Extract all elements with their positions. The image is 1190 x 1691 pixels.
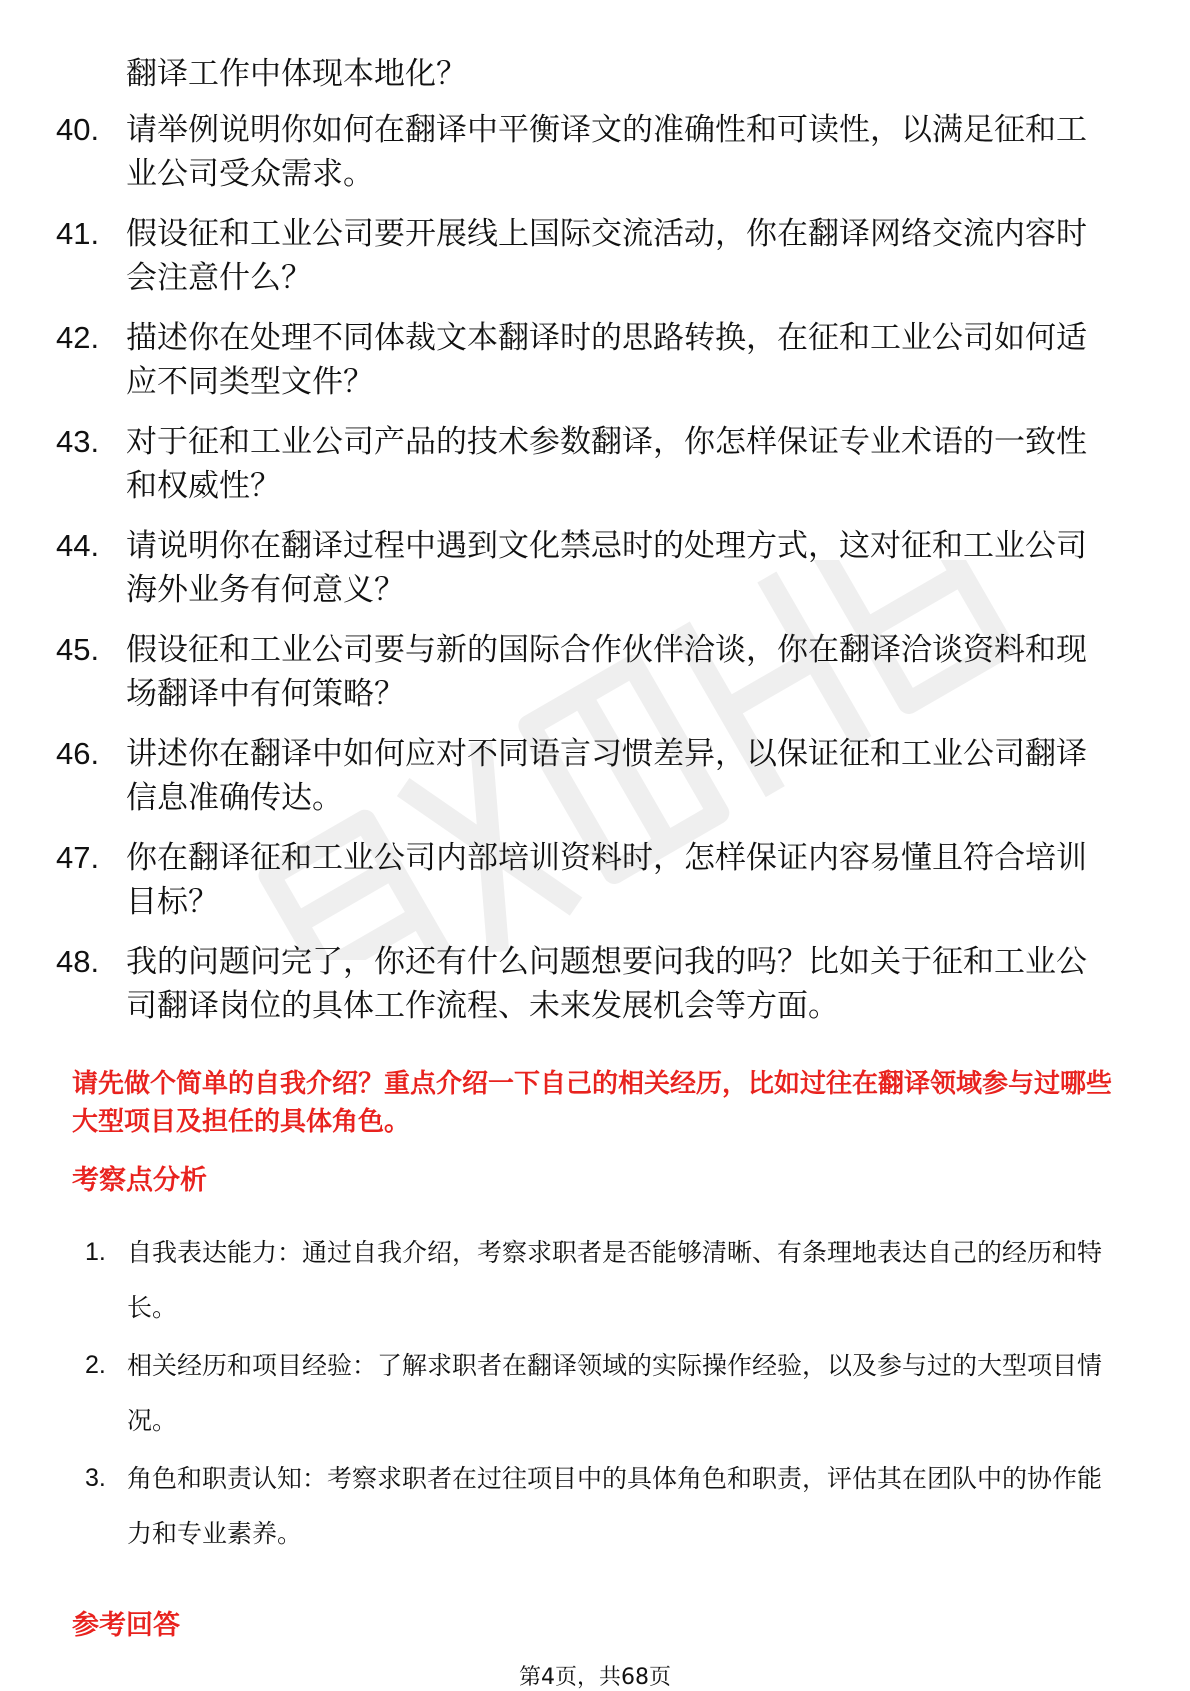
question-number: 48. (56, 944, 100, 979)
question-text: 假设征和工业公司要开展线上国际交流活动，你在翻译网络交流内容时会注意什么？ (126, 216, 1087, 296)
highlight-question: 请先做个简单的自我介绍？重点介绍一下自己的相关经历，比如过往在翻译领域参与过哪些大型项目及担任的具体角色。 (72, 1069, 1113, 1137)
analysis-number: 1. (85, 1238, 106, 1266)
question-text: 请举例说明你如何在翻译中平衡译文的准确性和可读性，以满足征和工业公司受众需求。 (126, 112, 1087, 192)
question-item (56, 212, 1116, 300)
question-number: 46. (56, 736, 100, 771)
question-list (56, 108, 1116, 1044)
question-number: 47. (56, 840, 100, 875)
analysis-text: 角色和职责认知：考察求职者在过往项目中的具体角色和职责，评估其在团队中的协作能力和专业素养。 (127, 1464, 1103, 1548)
question-number: 45. (56, 632, 100, 667)
analysis-number: 3. (85, 1464, 106, 1492)
analysis-item (72, 1225, 1122, 1335)
question-number: 44. (56, 528, 100, 563)
question-text: 讲述你在翻译中如何应对不同语言习惯差异，以保证征和工业公司翻译信息准确传达。 (126, 736, 1087, 816)
analysis-text: 相关经历和项目经验：了解求职者在翻译领域的实际操作经验，以及参与过的大型项目情况。 (127, 1351, 1103, 1435)
question-text: 你在翻译征和工业公司内部培训资料时，怎样保证内容易懂且符合培训目标？ (126, 840, 1087, 920)
analysis-list (72, 1225, 1122, 1564)
question-number: 43. (56, 424, 100, 459)
continued-question-text: 翻译工作中体现本地化？ (126, 56, 467, 92)
page-footer: 第4页，共68页 (519, 1665, 671, 1690)
question-text: 请说明你在翻译过程中遇到文化禁忌时的处理方式，这对征和工业公司海外业务有何意义？ (126, 528, 1087, 608)
analysis-number: 2. (85, 1351, 106, 1379)
question-item (56, 420, 1116, 508)
question-item (56, 628, 1116, 716)
question-number: 42. (56, 320, 100, 355)
question-text: 描述你在处理不同体裁文本翻译时的思路转换，在征和工业公司如何适应不同类型文件？ (126, 320, 1087, 400)
question-text: 假设征和工业公司要与新的国际合作伙伴洽谈，你在翻译洽谈资料和现场翻译中有何策略？ (126, 632, 1087, 712)
question-item (56, 108, 1116, 196)
reference-answer-heading: 参考回答 (72, 1610, 180, 1641)
question-item (56, 836, 1116, 924)
analysis-text: 自我表达能力：通过自我介绍，考察求职者是否能够清晰、有条理地表达自己的经历和特长。 (127, 1238, 1103, 1322)
question-item (56, 732, 1116, 820)
question-number: 41. (56, 216, 100, 251)
question-text: 对于征和工业公司产品的技术参数翻译，你怎样保证专业术语的一致性和权威性？ (126, 424, 1087, 504)
question-item (56, 524, 1116, 612)
question-number: 40. (56, 112, 100, 147)
analysis-item (72, 1338, 1122, 1448)
analysis-heading: 考察点分析 (72, 1165, 207, 1196)
analysis-item (72, 1451, 1122, 1561)
question-item (56, 316, 1116, 404)
question-item (56, 940, 1116, 1028)
question-text: 我的问题问完了，你还有什么问题想要问我的吗？比如关于征和工业公司翻译岗位的具体工作流程、未来发展机会等方面。 (126, 944, 1087, 1024)
